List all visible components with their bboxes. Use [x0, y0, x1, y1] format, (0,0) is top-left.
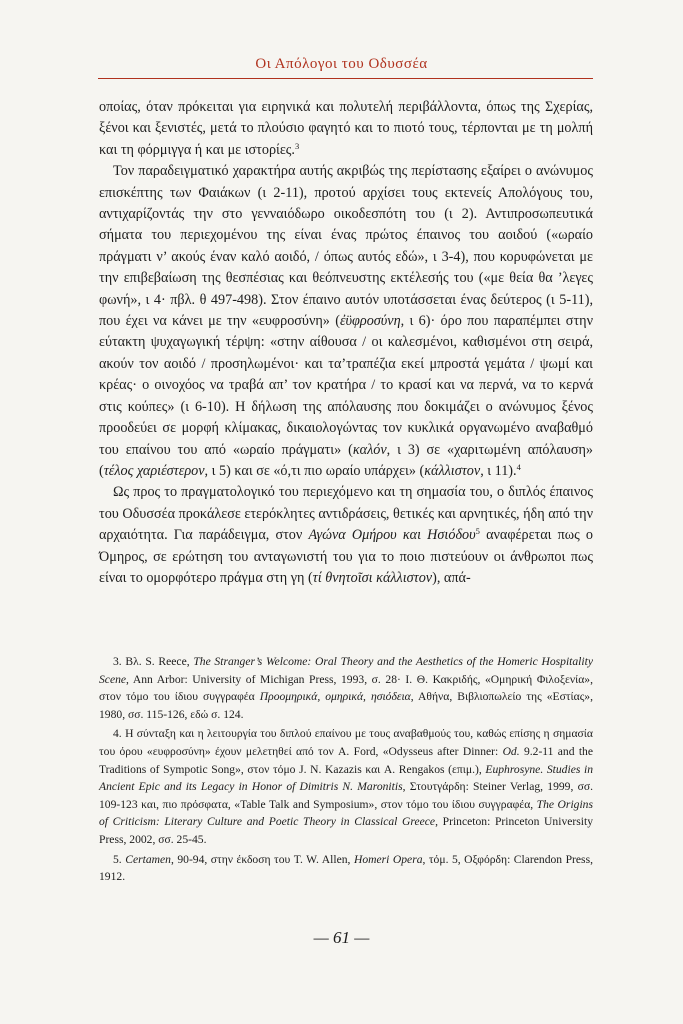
footnote-5-text-b: , τόμ. 5, Οξφόρδη: Clarendon Press, 1912.: [99, 852, 593, 884]
footnote-3-text-a: Βλ. S. Reece,: [125, 655, 194, 668]
footnote-5-italic-b: Homeri Opera: [353, 852, 423, 866]
footnote-4-text-d: , Princeton: Princeton University Press, 2002, σσ. 25-45.: [99, 815, 593, 846]
paragraph-2: [99, 161, 593, 482]
paragraph-3-text-b: αναφέρεται πως ο Όμηρος, σε ερώτηση του ανταγωνιστή του για το ποιο πιστεύουν οι άνθρωποι πως είναι το ομορφότερο πράγμα στη γη (: [99, 527, 593, 586]
footnotes: [99, 653, 593, 888]
footnote-3-text-c: , Αθήνα, Βιβλιοπωλείο της «Εστίας», 1980, σσ. 115-126, εδώ σ. 124.: [99, 690, 593, 721]
paragraph-2-italic-d: κάλλιστον: [424, 462, 481, 479]
footnote-number: 5.: [113, 852, 122, 866]
footnote-number: 3.: [113, 655, 122, 668]
footnote-3-italic-a: The Stranger’s Welcome: Oral Theory and the Aesthetics of the Homeric Hospitality Scene: [99, 655, 593, 686]
footnote-ref-4: 4: [516, 461, 521, 472]
paragraph-3-italic-b: τί θνητοῖσι κάλλιστον: [312, 569, 433, 586]
body-text: [99, 97, 593, 589]
running-head: Οι Απόλογοι του Οδυσσέα: [255, 56, 428, 72]
footnote-5: [99, 851, 593, 886]
footnote-4-text-c: , Στουτγάρδη: Steiner Verlag, 1999, σσ. 109-123 και, πιο πρόσφατα, «Table Talk and Symposium», στον τόμο του ίδιου συγγραφέα,: [99, 780, 593, 811]
footnote-4-text-b: 9.2-11 and the Traditions of Sympotic Song», στον τόμο J. N. Kazazis και A. Rengakos (επιμ.),: [99, 744, 593, 776]
footnote-3-italic-b: Προομηρικά, ομηρικά, ησιόδεια: [259, 690, 411, 704]
paragraph-3-italic-a: Αγώνα Ομήρου και Ησιόδου: [308, 527, 476, 544]
paragraph-2-text-e: , ι 11).: [480, 462, 517, 479]
paragraph-2-italic-c: τέλος χαριέστερον: [103, 462, 205, 479]
paragraph-3-text-c: ), απά-: [432, 569, 471, 586]
paragraph-2-italic-a: ἐϋφροσύνη: [339, 313, 401, 330]
running-head-rule: [98, 78, 593, 79]
paragraph-1-text: οποίας, όταν πρόκειται για ειρηνικά και πολυτελή περιβάλλοντα, όπως της Σχερίας, ξένοι και ξενιστές, μετά το πλούσιο φαγητό και το πιοτό τους, τέρπονται με τη μολπή και τη φόρμιγγα ή και με ιστορίες.: [99, 99, 593, 158]
footnote-ref-5: 5: [475, 526, 480, 537]
paragraph-1: [99, 97, 593, 161]
footnote-4-italic-c: The Origins of Criticism: Literary Culture and Poetic Theory in Classical Greece: [99, 797, 593, 829]
footnote-number: 4.: [113, 727, 122, 741]
paragraph-2-text-a: Τον παραδειγματικό χαρακτήρα αυτής ακριβώς της περίστασης εξαίρει ο ανώνυμος επισκέπτης των Φαιάκων (ι 2-11), προτού αρχίσει τους εκτενείς Απολόγους του, αντιχαρίζοντάς την στο γενναιόδωρο οικοδεσπότη του (ι 2). Αντιπροσωπευτικά σήματα του περιεχομένου της είναι ένας πρώτος έπαινος του αοιδού («ωραίο πράγματι ν’ ακούς έναν καλό αοιδό, / όπως αυτός εδώ», ι 3-4), που κορυφώνεται με την επιβεβαίωση της θεσπέσιας και θεόπνευστης εκτέλεσής του («με θεία θα ’λεγες φωνή», ι 4· πβλ. θ 497-498). Στον έπαινο αυτόν υποτάσσεται ένας δεύτερος (ι 5-11), που έχει να κάνει με την «ευφροσύνη» (: [99, 163, 593, 330]
paragraph-3: [99, 482, 593, 589]
paragraph-2-text-b: , ι 6)· όρο που παραπέμπει στην εύτακτη ψυχαγωγική τέρψη: «στην αίθουσα / οι καλεσμένοι, καθισμένοι στη σειρά, ακούν τον αοιδό / προσηλωμένοι· και τα’τραπέζια εκεί μπροστά γεμάτα / ψωμί και κρέας· ο οινοχόος να τραβά απ’ τον κρατήρα / το κρασί και να περνά, να το κερνά στις κούπες» (ι 6-10). Η δήλωση της απόλαυσης που δοκιμάζει ο ανώνυμος ξένος προοδεύει σε μορφή κλίμακας, δικαιολογώντας τον κυκλικά οργανωμένο αναβαθμό του επαίνου του από «ωραίο πράγματι» (: [99, 313, 593, 458]
paragraph-2-text-d: , ι 5) και σε «ό,τι πιο ωραίο υπάρχει» (: [204, 462, 425, 479]
footnote-4: [99, 725, 593, 848]
footnote-5-italic-a: Certamen: [125, 852, 171, 866]
footnote-3: [99, 653, 593, 723]
page-number: — 61 —: [313, 928, 370, 947]
paragraph-2-text-c: , ι 3) σε «χαριτωμένη απόλαυση» (: [99, 441, 593, 479]
paragraph-3-text-a: Ως προς το πραγματολογικό του περιεχόμενο και τη σημασία του, ο διπλός έπαινος του Οδυσσέα προκάλεσε ετερόκλητες αντιδράσεις, θετικές και αρνητικές, ήδη από την αρχαιότητα. Για παράδειγμα, στον: [99, 484, 593, 544]
footnote-4-italic-a: Od.: [502, 744, 520, 758]
footnote-4-italic-b: Euphrosyne. Studies in Ancient Epic and its Legacy in Honor of Dimitris N. Maronitis: [99, 762, 593, 794]
footnote-4-text-a: Η σύνταξη και η λειτουργία του διπλού επαίνου με τους αναβαθμούς του, καθώς επίσης η σημασία του όρου «ευφροσύνη» έχουν μελετηθεί από τον A. Ford, «Odysseus after Dinner:: [99, 727, 593, 758]
footnote-ref-3: 3: [294, 140, 300, 151]
footnote-5-text-a: , 90-94, στην έκδοση του T. W. Allen,: [170, 852, 354, 866]
paragraph-2-italic-b: καλόν: [352, 441, 387, 458]
footnote-3-text-b: , Ann Arbor: University of Michigan Press, 1993, σ. 28· Ι. Θ. Κακριδής, «Ομηρική Φιλοξενία», στον τόμο του ίδιου συγγραφέα: [99, 672, 593, 704]
